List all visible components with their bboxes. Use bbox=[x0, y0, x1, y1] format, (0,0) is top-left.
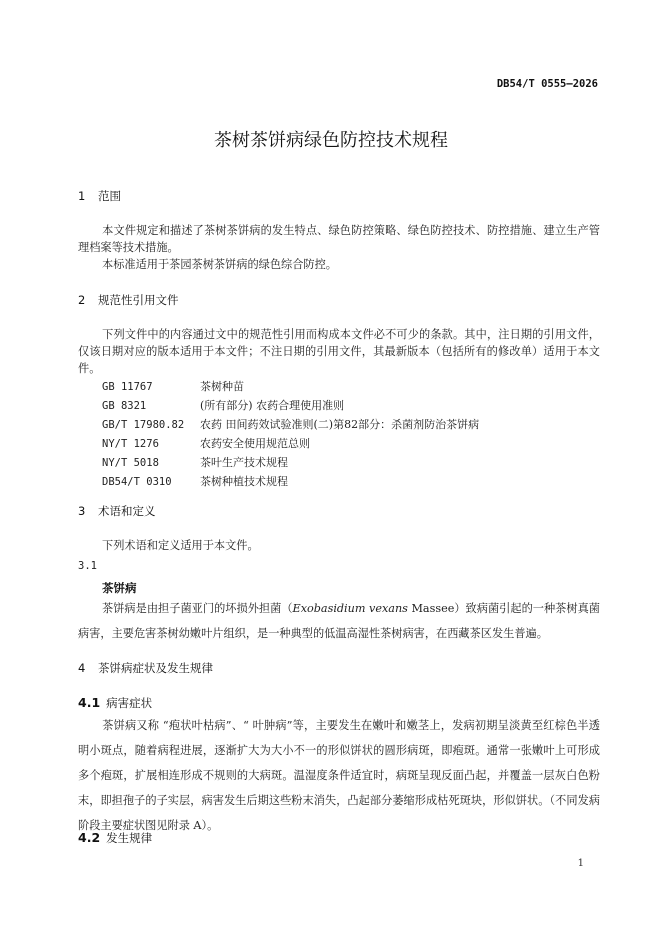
definition-text: 茶饼病是由担子菌亚门的坏损外担菌（ bbox=[102, 602, 293, 615]
subsection-title: 发生规律 bbox=[106, 831, 153, 845]
reference-row bbox=[102, 454, 288, 470]
reference-name: 农药 田间药效试验准则(二)第82部分：杀菌剂防治茶饼病 bbox=[200, 418, 480, 431]
reference-name: 农药安全使用规范总则 bbox=[200, 437, 310, 450]
term-name: 茶饼病 bbox=[102, 581, 137, 595]
reference-row bbox=[102, 435, 310, 451]
section-2-heading bbox=[78, 292, 179, 308]
reference-name: 茶叶生产技术规程 bbox=[200, 456, 288, 469]
subsection-number: 4.1 bbox=[78, 695, 101, 710]
reference-code: NY/T 1276 bbox=[102, 438, 159, 450]
reference-row bbox=[102, 378, 244, 394]
section-number: 1 bbox=[78, 189, 86, 203]
document-code: DB54/T 0555—2026 bbox=[496, 78, 598, 90]
section-1-paragraph-1 bbox=[78, 222, 600, 256]
subsection-4-2-heading bbox=[78, 830, 152, 846]
document-title: 茶树茶饼病绿色防控技术规程 bbox=[214, 130, 448, 151]
reference-name: 茶树种植技术规程 bbox=[200, 475, 288, 488]
subsection-4-1-paragraph bbox=[78, 713, 600, 838]
reference-code: DB54/T 0310 bbox=[102, 476, 172, 488]
paragraph-text: 茶饼病又称 “疱状叶枯病”、“ 叶肿病”等，主要发生在嫩叶和嫩茎上，发病初期呈淡黄至红棕色半透明小斑点，随着病程进展，逐渐扩大为大小不一的形似饼状的圆形病斑，即疱斑。通常一张嫩叶上可形成多个疱斑，扩展相连形成不规则的大病斑。温湿度条件适宜时，病斑呈现反面凸起，并覆盖一层灰白色粉末，即担孢子的子实层，病害发生后期这些粉末消失，凸起部分萎缩形成枯死斑块，形似饼状。（不同发病阶段主要症状图见附录 A）。 bbox=[78, 719, 600, 832]
definition-text: Massee）致病菌引起的一种茶树真菌病害，主要危害茶树幼嫩叶片组织，是一种典型的低温高湿性茶树病害，在西藏茶区发生普遍。 bbox=[78, 602, 600, 640]
reference-row bbox=[102, 416, 479, 432]
latin-name: Exobasidium vexans bbox=[292, 602, 408, 615]
section-number: 3 bbox=[78, 504, 86, 518]
subsection-number: 3.1 bbox=[78, 560, 97, 572]
section-title: 术语和定义 bbox=[98, 504, 156, 518]
subsection-number: 4.2 bbox=[78, 830, 101, 845]
reference-name: (所有部分) 农药合理使用准则 bbox=[200, 399, 345, 412]
page-number: 1 bbox=[577, 858, 584, 869]
paragraph-text: 下列文件中的内容通过文中的规范性引用而构成本文件必不可少的条款。其中，注日期的引用文件，仅该日期对应的版本适用于本文件；不注日期的引用文件，其最新版本（包括所有的修改单）适用于本文件。 bbox=[78, 328, 600, 375]
reference-name: 茶树种苗 bbox=[200, 380, 244, 393]
paragraph-text: 本文件规定和描述了茶树茶饼病的发生特点、绿色防控策略、绿色防控技术、防控措施、建立生产管理档案等技术措施。 bbox=[78, 224, 600, 254]
section-title: 茶饼病症状及发生规律 bbox=[98, 661, 213, 675]
paragraph-text: 下列术语和定义适用于本文件。 bbox=[102, 539, 259, 552]
section-1-heading bbox=[78, 188, 121, 204]
reference-code: GB 8321 bbox=[102, 400, 147, 412]
section-number: 4 bbox=[78, 661, 86, 675]
term-definition bbox=[78, 596, 600, 646]
section-1-paragraph-2 bbox=[78, 256, 600, 273]
section-3-heading bbox=[78, 503, 156, 519]
reference-code: GB/T 17980.82 bbox=[102, 419, 185, 431]
subsection-4-1-heading bbox=[78, 695, 152, 711]
section-title: 规范性引用文件 bbox=[98, 293, 179, 307]
section-4-heading bbox=[78, 660, 213, 676]
reference-code: GB 11767 bbox=[102, 381, 153, 393]
reference-row bbox=[102, 473, 288, 489]
paragraph-text: 本标准适用于茶园茶树茶饼病的绿色综合防控。 bbox=[102, 258, 337, 271]
section-title: 范围 bbox=[98, 189, 121, 203]
subsection-title: 病害症状 bbox=[106, 696, 153, 710]
reference-row bbox=[102, 397, 344, 413]
section-2-paragraph-1 bbox=[78, 326, 600, 377]
section-number: 2 bbox=[78, 293, 86, 307]
section-3-paragraph-1 bbox=[78, 537, 600, 554]
reference-code: NY/T 5018 bbox=[102, 457, 159, 469]
